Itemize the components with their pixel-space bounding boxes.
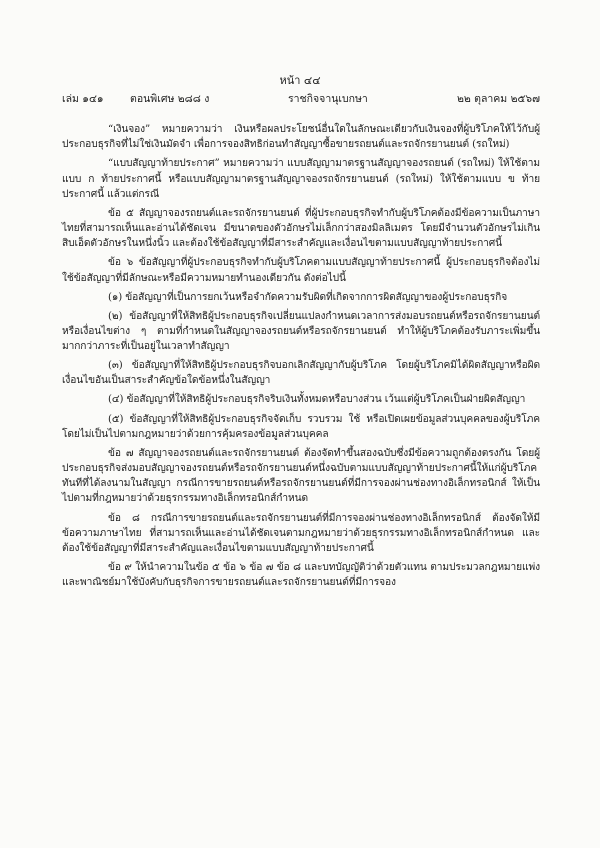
clause-5: ข้อ ๕ สัญญาจองรถยนต์และรถจักรยานยนต์ ที่ผู้ประกอบธุรกิจทำกับผู้บริโภคต้องมีข้อความเป็นภาษาไทยที่สามารถเห็นและอ่านได้ชัดเจน มีขนาดของตัวอักษรไม่เล็กกว่าสองมิลลิเมตร โดยมีจำนวนตัวอักษรไม่เกินสิบเอ็ดตัวอักษรในหนึ่งนิ้ว และต้องใช้ข้อสัญญาที่มีสาระสำคัญและเงื่อนไขตามแบบสัญญาท้ายประกาศนี้	[62, 207, 540, 250]
definition-deposit: “เงินจอง” หมายความว่า เงินหรือผลประโยชน์อื่นใดในลักษณะเดียวกับเงินจองที่ผู้บริโภคให้ไว้กับผู้ประกอบธุรกิจที่ไม่ใช่เงินมัดจำ เพื่อการจองสิทธิก่อนทำสัญญาซื้อขายรถยนต์และรถจักรยานยนต์ (รถใหม่)	[62, 124, 540, 151]
journal-name: ราชกิจจานุเบกษา	[288, 93, 368, 105]
gazette-header	[0, 74, 600, 105]
clause-6-item-3: (๓) ข้อสัญญาที่ให้สิทธิผู้ประกอบธุรกิจบอกเลิกสัญญากับผู้บริโภค โดยผู้บริโภคมิได้ผิดสัญญาหรือผิดเงื่อนไขอันเป็นสาระสำคัญข้อใดข้อหนึ่งในสัญญา	[62, 360, 540, 387]
clause-8: ข้อ ๘ กรณีการขายรถยนต์และรถจักรยานยนต์ที่มีการจองผ่านช่องทางอิเล็กทรอนิกส์ ต้องจัดให้มีข้อความภาษาไทย ที่สามารถเห็นและอ่านได้ชัดเจนตามกฎหมายว่าด้วยธุรกรรมทางอิเล็กทรอนิกส์กำหนด และต้องใช้ข้อสัญญาที่มีสาระสำคัญและเงื่อนไขตามแบบสัญญาท้ายประกาศนี้	[62, 512, 540, 554]
clause-9: ข้อ ๙ ให้นำความในข้อ ๕ ข้อ ๖ ข้อ ๗ ข้อ ๘ และบทบัญญัติว่าด้วยตัวแทน ตามประมวลกฎหมายแพ่งและพาณิชย์มาใช้บังคับกับธุรกิจการขายรถยนต์และรถจักรยานยนต์ที่มีการจอง	[62, 562, 540, 589]
page-number: หน้า ๔๔	[279, 74, 321, 87]
clause-6: ข้อ ๖ ข้อสัญญาที่ผู้ประกอบธุรกิจทำกับผู้บริโภคตามแบบสัญญาท้ายประกาศนี้ ผู้ประกอบธุรกิจต้องไม่ใช้ข้อสัญญาที่มีลักษณะหรือมีความหมายทำนองเดียวกัน ดังต่อไปนี้	[62, 257, 540, 284]
volume-number: เล่ม ๑๔๑	[62, 93, 104, 105]
clause-6-item-5: (๕) ข้อสัญญาที่ให้สิทธิผู้ประกอบธุรกิจจัดเก็บ รวบรวม ใช้ หรือเปิดเผยข้อมูลส่วนบุคคลของผู้บริโภคโดยไม่เป็นไปตามกฎหมายว่าด้วยการคุ้มครองข้อมูลส่วนบุคคล	[62, 413, 540, 440]
clause-7: ข้อ ๗ สัญญาจองรถยนต์และรถจักรยานยนต์ ต้องจัดทำขึ้นสองฉบับซึ่งมีข้อความถูกต้องตรงกัน โดยผู้ประกอบธุรกิจส่งมอบสัญญาจองรถยนต์หรือรถจักรยานยนต์หนึ่งฉบับตามแบบสัญญาท้ายประกาศนี้ให้แก่ผู้บริโภคทันทีที่ได้ลงนามในสัญญา กรณีการขายรถยนต์หรือรถจักรยานยนต์ที่มีการจองผ่านช่องทางอิเล็กทรอนิกส์ ให้เป็นไปตามที่กฎหมายว่าด้วยธุรกรรมทางอิเล็กทรอนิกส์กำหนด	[62, 447, 540, 505]
clause-6-item-4: (๔) ข้อสัญญาที่ให้สิทธิผู้ประกอบธุรกิจริบเงินทั้งหมดหรือบางส่วน เว้นแต่ผู้บริโภคเป็นฝ่ายผิดสัญญา	[108, 394, 526, 406]
document-body	[62, 122, 540, 594]
section-number: ตอนพิเศษ ๒๘๘ ง	[130, 93, 210, 105]
clause-6-item-1: (๑) ข้อสัญญาที่เป็นการยกเว้นหรือจำกัดความรับผิดที่เกิดจากการผิดสัญญาของผู้ประกอบธุรกิจ	[108, 291, 508, 303]
clause-6-item-2: (๒) ข้อสัญญาที่ให้สิทธิผู้ประกอบธุรกิจเปลี่ยนแปลงกำหนดเวลาการส่งมอบรถยนต์หรือรถจักรยานยนต์ หรือเงื่อนไขต่าง ๆ ตามที่กำหนดในสัญญาจองรถยนต์หรือรถจักรยานยนต์ ทำให้ผู้บริโภคต้องรับภาระเพิ่มขึ้นมากกว่าภาระที่เป็นอยู่ในเวลาทำสัญญา	[62, 310, 540, 353]
publication-date: ๒๒ ตุลาคม ๒๕๖๗	[456, 93, 540, 105]
definition-contract-form: “แบบสัญญาท้ายประกาศ” หมายความว่า แบบสัญญามาตรฐานสัญญาจองรถยนต์ (รถใหม่) ให้ใช้ตามแบบ ก ท้ายประกาศนี้ หรือแบบสัญญามาตรฐานสัญญาจองรถจักรยานยนต์ (รถใหม่) ให้ใช้ตามแบบ ข ท้ายประกาศนี้ แล้วแต่กรณี	[62, 158, 540, 200]
